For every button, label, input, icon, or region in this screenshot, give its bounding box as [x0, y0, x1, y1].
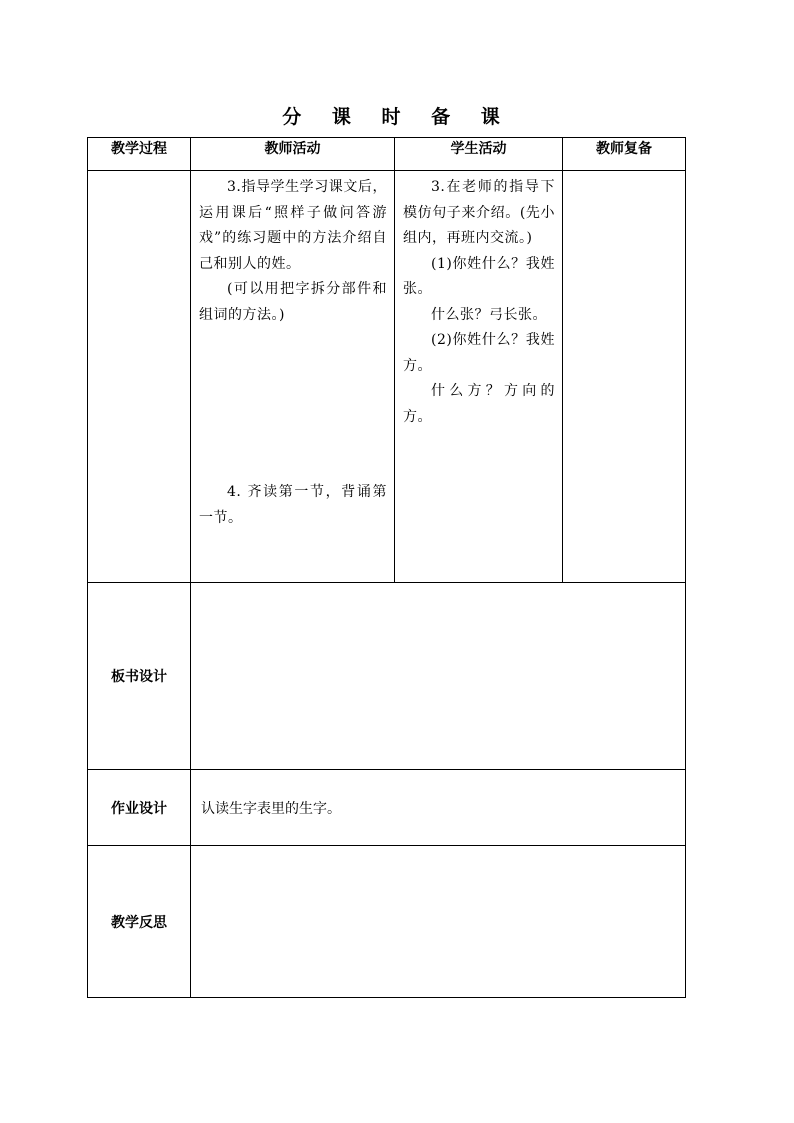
header-teacher-review: 教师复备 — [563, 138, 686, 171]
teacher-activity-step-3: 3.指导学生学习课文后，运用课后“照样子做问答游戏”的练习题中的方法介绍自己和别人的姓。 — [199, 179, 387, 272]
student-activity-cell — [395, 171, 563, 583]
board-design-row — [88, 583, 686, 770]
header-teacher-activity: 教师活动 — [191, 138, 395, 171]
student-activity-example-1: (1)你姓什么？我姓张。 — [403, 255, 555, 297]
homework-row — [88, 770, 686, 846]
board-design-content — [191, 583, 686, 770]
header-process: 教学过程 — [88, 138, 191, 171]
homework-content: 认读生字表里的生字。 — [191, 770, 686, 846]
header-row — [88, 138, 686, 171]
teacher-activity-step-4: 4. 齐读第一节，背诵第一节。 — [199, 484, 387, 526]
reflection-content — [191, 846, 686, 998]
board-design-label: 板书设计 — [88, 583, 191, 770]
student-activity-answer-1: 什么张？弓长张。 — [431, 306, 547, 323]
reflection-row — [88, 846, 686, 998]
process-cell — [88, 171, 191, 583]
student-activity-step-3: 3.在老师的指导下模仿句子来介绍。(先小组内，再班内交流。) — [403, 179, 555, 246]
homework-label: 作业设计 — [88, 770, 191, 846]
teacher-activity-note: (可以用把字拆分部件和组词的方法。) — [199, 281, 387, 323]
reflection-label: 教学反思 — [88, 846, 191, 998]
lesson-plan-table — [87, 137, 686, 998]
student-activity-example-2: (2)你姓什么？我姓方。 — [403, 332, 555, 374]
teacher-activity-cell — [191, 171, 395, 583]
header-student-activity: 学生活动 — [395, 138, 563, 171]
page-title: 分 课 时 备 课 — [282, 106, 512, 128]
activity-row — [88, 171, 686, 583]
teacher-review-cell — [563, 171, 686, 583]
student-activity-answer-2: 什么方？方向的方。 — [403, 383, 555, 425]
